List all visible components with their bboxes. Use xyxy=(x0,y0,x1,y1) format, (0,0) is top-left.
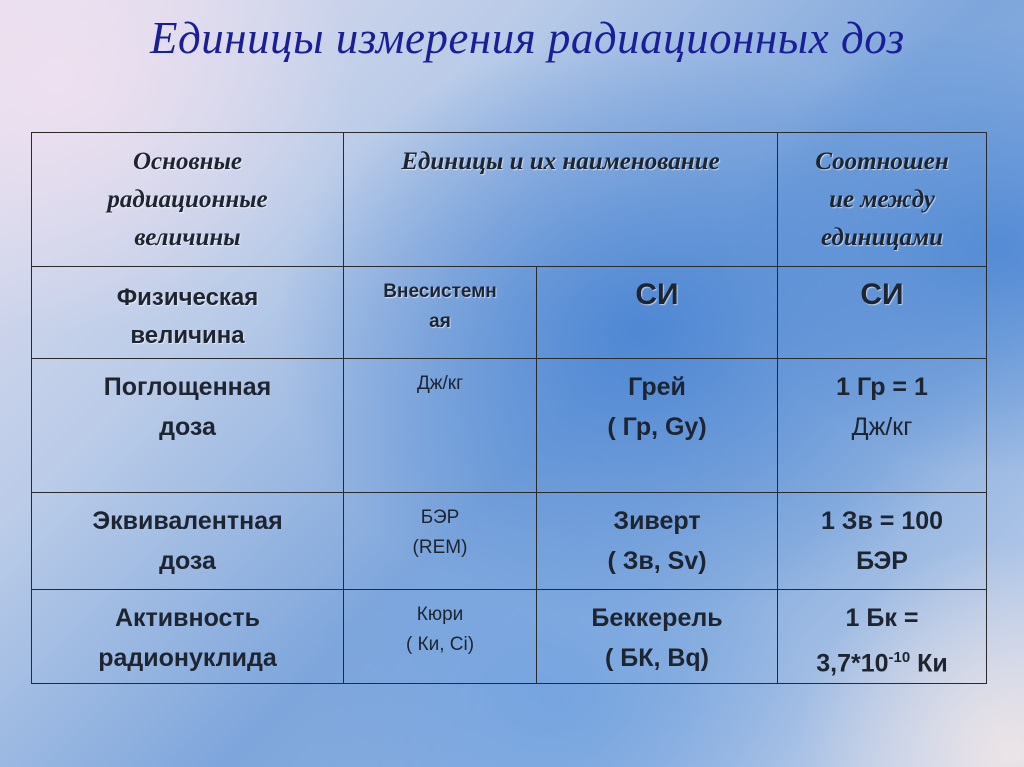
header-ratio-line: Соотношен xyxy=(815,148,949,175)
ratio-cell xyxy=(778,493,987,590)
si-unit-cell xyxy=(537,493,778,590)
subheader-si-text: СИ xyxy=(635,278,679,311)
subheader-quantity xyxy=(32,267,344,359)
si-unit-line: Беккерель xyxy=(591,604,723,632)
ratio-mantissa: 3,7*10 xyxy=(816,649,889,678)
si-unit-cell xyxy=(537,590,778,684)
subheader-offsystem xyxy=(344,267,537,359)
header-ratio-line: ие между xyxy=(829,186,935,213)
subheader-ratio-si xyxy=(778,267,987,359)
si-unit-line: ( Зв, Sv) xyxy=(607,547,707,575)
ratio-line xyxy=(782,638,982,683)
subheader-quantity-line: Физическая xyxy=(116,284,259,311)
table-row xyxy=(32,359,987,493)
table-row xyxy=(32,590,987,684)
ratio-line: 1 Зв = 100 xyxy=(820,507,944,535)
quantity-line: Активность xyxy=(114,604,261,632)
units-table xyxy=(31,132,987,684)
header-ratio xyxy=(778,133,987,267)
header-ratio-line: единицами xyxy=(821,224,943,251)
si-unit-line: Грей xyxy=(628,373,686,401)
table-header-row xyxy=(32,133,987,267)
quantity-line: доза xyxy=(159,547,216,575)
ratio-line: БЭР xyxy=(856,547,908,575)
offsystem-unit-line: ( Ки, Ci) xyxy=(405,634,475,655)
header-quantities-line: Основные xyxy=(132,148,243,175)
subheader-offsystem-line: Внесистемн xyxy=(383,281,497,302)
header-quantities xyxy=(32,133,344,267)
subheader-offsystem-line: ая xyxy=(429,311,451,332)
ratio-line: 1 Гр = 1 xyxy=(836,373,928,401)
table-row xyxy=(32,493,987,590)
ratio-line: Дж/кг xyxy=(851,413,913,441)
header-units-text: Единицы и их наименование xyxy=(401,148,720,175)
si-unit-cell xyxy=(537,359,778,493)
subheader-ratio-si-text: СИ xyxy=(860,278,904,311)
ratio-exponent: -10 xyxy=(888,649,911,666)
si-unit-line: ( Гр, Gy) xyxy=(607,413,707,441)
header-quantities-line: радиационные xyxy=(107,186,268,213)
si-unit-line: ( БК, Bq) xyxy=(604,644,710,672)
offsystem-unit-cell xyxy=(344,590,537,684)
quantity-cell xyxy=(32,590,344,684)
table-subheader-row xyxy=(32,267,987,359)
subheader-quantity-line: величина xyxy=(130,322,245,349)
offsystem-unit-line: (REM) xyxy=(412,537,468,558)
offsystem-unit-line: БЭР xyxy=(420,507,460,528)
ratio-unit: Ки xyxy=(910,649,948,678)
offsystem-unit-cell xyxy=(344,359,537,493)
slide-title: Единицы измерения радиационных доз xyxy=(150,13,905,63)
ratio-line: 1 Бк = xyxy=(845,604,919,632)
ratio-cell xyxy=(778,590,987,684)
quantity-line: Поглощенная xyxy=(103,373,272,401)
offsystem-unit-line: Кюри xyxy=(416,604,464,625)
quantity-line: радионуклида xyxy=(98,644,277,672)
quantity-cell xyxy=(32,493,344,590)
quantity-line: Эквивалентная xyxy=(92,507,283,535)
header-quantities-line: величины xyxy=(134,224,241,251)
si-unit-line: Зиверт xyxy=(613,507,701,535)
offsystem-unit-line: Дж/кг xyxy=(416,373,464,394)
quantity-cell xyxy=(32,359,344,493)
header-units xyxy=(344,133,778,267)
subheader-si xyxy=(537,267,778,359)
offsystem-unit-cell xyxy=(344,493,537,590)
ratio-cell xyxy=(778,359,987,493)
quantity-line: доза xyxy=(159,413,216,441)
